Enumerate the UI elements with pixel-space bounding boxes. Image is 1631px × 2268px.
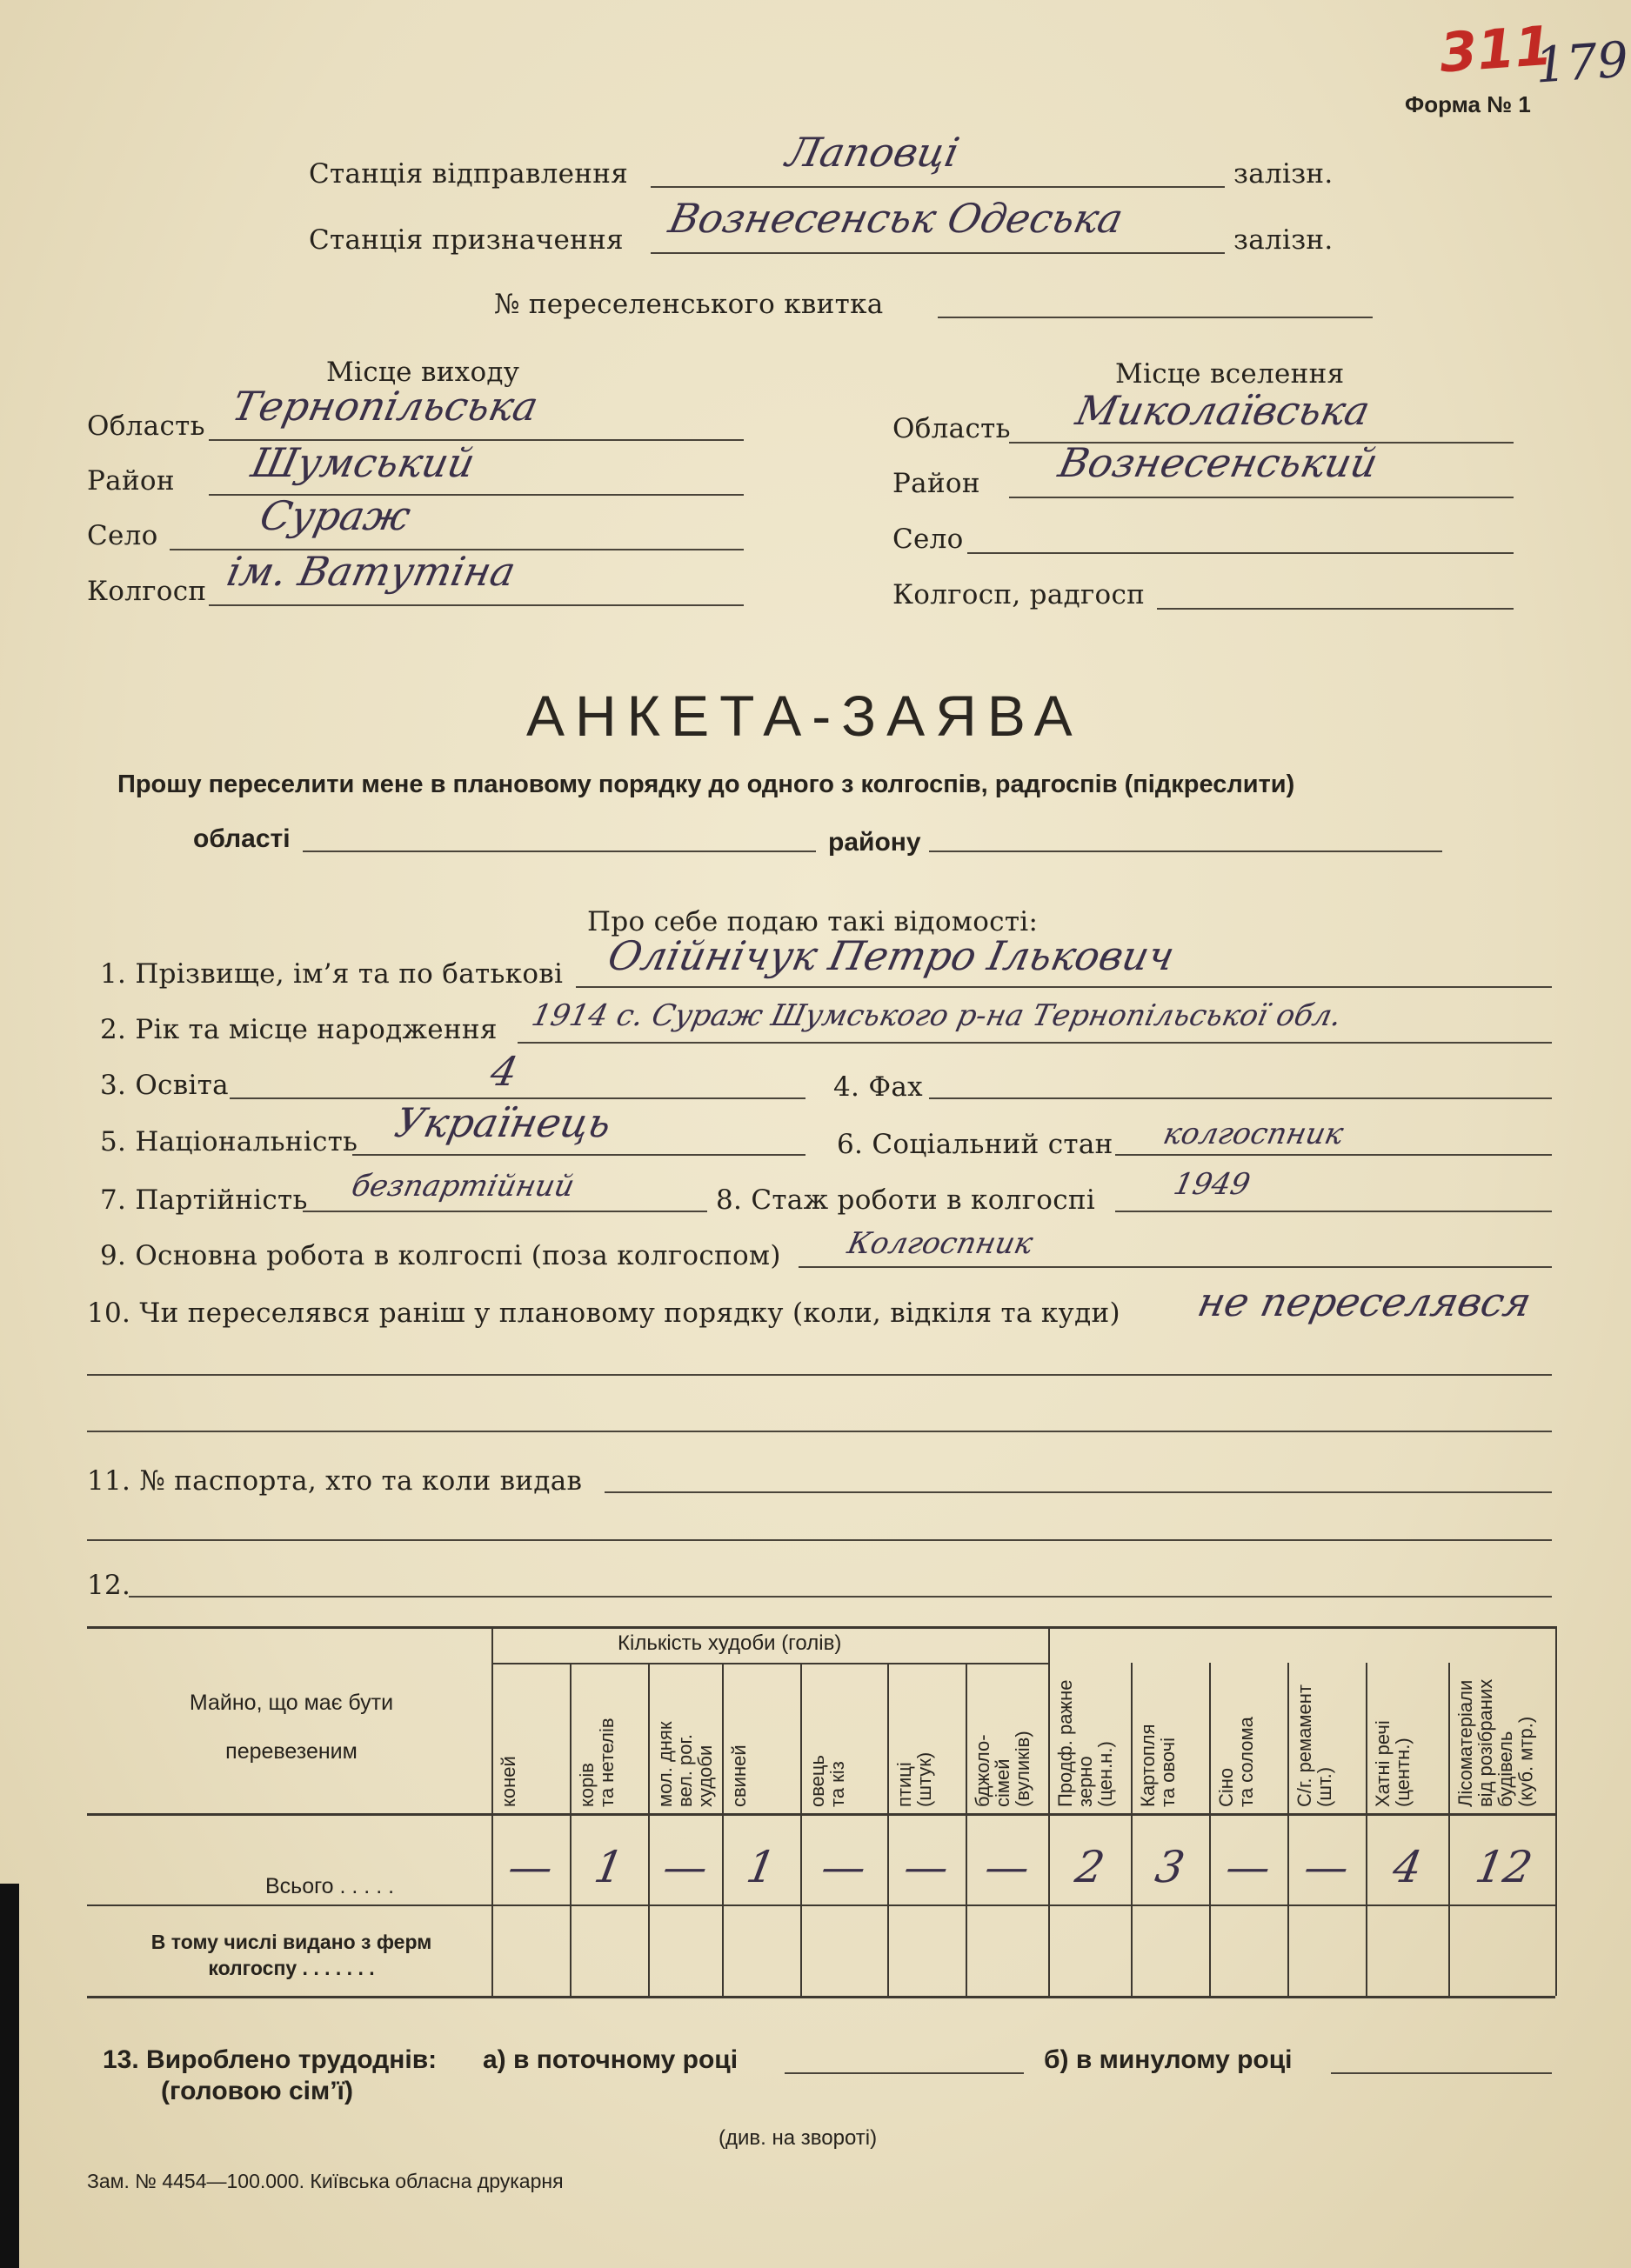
table-total-value: —: [980, 1842, 1033, 1892]
table-column-line: [491, 1626, 493, 1996]
origin-kolhosp-value: ім. Ватутіна: [223, 548, 520, 595]
form-label: Форма № 1: [1405, 91, 1531, 117]
table-column-line: [1131, 1663, 1133, 1996]
table-total-value: —: [504, 1842, 558, 1892]
field-12-line: [129, 1596, 1552, 1598]
field-1-value: Олійнічук Петро Ількович: [604, 932, 1179, 979]
destination-kolhosp-line: [1157, 608, 1514, 610]
arrival-line: [651, 252, 1225, 254]
field-6-label: 6. Соціальний стан: [837, 1129, 1113, 1160]
table-column-header: Хатні речі (центн.): [1372, 1720, 1414, 1807]
origin-kolhosp-label: Колгосп: [87, 576, 207, 607]
table-column-line: [1366, 1663, 1367, 1996]
table-column-line: [1209, 1663, 1211, 1996]
destination-oblast-value: Миколаївська: [1072, 387, 1374, 434]
departure-line: [651, 186, 1225, 188]
destination-raion-value: Вознесенський: [1054, 439, 1382, 486]
field-12-label: 12.: [87, 1570, 131, 1601]
field-4-label: 4. Фах: [833, 1071, 923, 1103]
table-top-border: [87, 1626, 1555, 1629]
field-1-label: 1. Прізвище, ім’я та по батькові: [100, 958, 564, 990]
table-row-border-1: [87, 1904, 1555, 1906]
origin-selo-value: Сураж: [256, 492, 415, 539]
workdays-current-label: а) в поточному році: [483, 2045, 739, 2074]
workdays-previous-label: б) в минулому році: [1044, 2045, 1293, 2074]
field-7-value: безпартійний: [348, 1169, 578, 1204]
field-11-line-2: [87, 1539, 1552, 1541]
form-title: АНКЕТА-ЗАЯВА: [526, 684, 1083, 748]
table-column-line: [800, 1663, 802, 1996]
field-6-line: [1115, 1154, 1552, 1156]
table-total-value: 2: [1071, 1842, 1108, 1892]
table-column-header: свиней: [728, 1744, 750, 1807]
field-9-line: [799, 1266, 1552, 1268]
footer-note: (див. на звороті): [719, 2126, 878, 2150]
printer-info: Зам. № 4454—100.000. Київська обласна друкарня: [87, 2170, 564, 2192]
field-3-value: 4: [486, 1048, 523, 1095]
field-4-line: [929, 1097, 1552, 1099]
field-10-line-2: [87, 1374, 1552, 1376]
scan-edge: [0, 1884, 19, 2268]
table-column-line: [1287, 1663, 1289, 1996]
origin-selo-label: Село: [87, 520, 158, 551]
table-total-value: —: [1221, 1842, 1275, 1892]
destination-kolhosp-label: Колгосп, радгосп: [892, 579, 1146, 610]
table-column-header: коней: [498, 1756, 519, 1807]
table-column-header: Продф. ражне зерно (цен.н.): [1054, 1679, 1117, 1807]
field-10-label: 10. Чи переселявся раніш у плановому порядку (коли, відкіля та куди): [87, 1297, 1120, 1329]
field-9-label: 9. Основна робота в колгоспі (поза колгоспом): [100, 1240, 781, 1271]
table-row-header: Майно, що має бути перевезеним: [189, 1691, 394, 1764]
farm-row-label: В тому числі видано з ферм колгоспу . . . . . . .: [150, 1931, 432, 1979]
origin-oblast-label: Область: [87, 410, 205, 442]
table-column-header: С/г. ремамент (шт.): [1293, 1684, 1336, 1807]
origin-kolhosp-line: [209, 604, 744, 606]
workdays-current-line: [785, 2072, 1024, 2074]
field-8-line: [1115, 1211, 1552, 1212]
destination-oblast-label: Область: [892, 413, 1011, 444]
departure-value: Лаповці: [782, 129, 964, 176]
destination-heading: Місце вселення: [1115, 358, 1345, 390]
raionu-line: [929, 850, 1442, 852]
field-10-line-3: [87, 1431, 1552, 1432]
table-total-value: 1: [590, 1842, 628, 1892]
livestock-group-header: Кількість худоби (голів): [618, 1631, 842, 1655]
table-total-value: 12: [1471, 1842, 1536, 1892]
table-column-header: Сіно та солома: [1215, 1717, 1258, 1807]
rail-suffix-2: залізн.: [1233, 224, 1334, 256]
origin-heading: Місце виходу: [326, 357, 520, 388]
table-header-border: [87, 1813, 1555, 1816]
table-column-line: [1448, 1663, 1450, 1996]
field-2-line: [518, 1042, 1552, 1044]
table-column-header: бджоло- сімей (вуликів): [972, 1731, 1034, 1807]
request-text: Прошу переселити мене в плановому порядку до одного з колгоспів, радгоспів (підкреслити): [117, 770, 1295, 798]
origin-raion-label: Район: [87, 465, 175, 497]
table-column-line: [887, 1663, 889, 1996]
arrival-label: Станція призначення: [309, 224, 624, 256]
table-column-header: мол. дняк вел. рог. худоби: [654, 1721, 717, 1807]
table-column-header: овець та кіз: [806, 1755, 849, 1807]
field-7-label: 7. Партійність: [100, 1184, 308, 1216]
table-column-line: [570, 1663, 572, 1996]
field-2-label: 2. Рік та місце народження: [100, 1014, 498, 1045]
ticket-label: № переселенського квитка: [494, 289, 884, 320]
archive-red-number: 311: [1437, 13, 1554, 85]
destination-selo-label: Село: [892, 524, 964, 555]
field-11-label: 11. № паспорта, хто та коли видав: [87, 1465, 583, 1497]
ticket-line: [938, 317, 1373, 318]
origin-raion-value: Шумський: [247, 439, 479, 486]
field-1-line: [576, 986, 1552, 988]
destination-raion-label: Район: [892, 468, 980, 499]
table-column-line: [966, 1663, 967, 1996]
table-column-line: [1555, 1626, 1557, 1996]
field-8-label: 8. Стаж роботи в колгоспі: [716, 1184, 1096, 1216]
field-7-line: [303, 1211, 707, 1212]
rail-suffix-1: залізн.: [1233, 158, 1334, 190]
field-11-line: [605, 1491, 1552, 1493]
table-total-value: 3: [1151, 1842, 1189, 1892]
departure-label: Станція відправлення: [309, 158, 629, 190]
origin-oblast-value: Тернопільська: [228, 383, 543, 430]
table-group-border: [491, 1663, 1048, 1664]
field-3-label: 3. Освіта: [100, 1070, 229, 1101]
field-2-value: 1914 с. Сураж Шумського р-на Тернопільської обл.: [528, 998, 1345, 1033]
table-total-value: —: [899, 1842, 953, 1892]
table-bottom-border: [87, 1996, 1555, 1998]
destination-selo-line: [967, 552, 1514, 554]
table-total-value: —: [817, 1842, 871, 1892]
raionu-label: району: [828, 828, 921, 857]
oblasti-line: [303, 850, 816, 852]
field-9-value: Колгоспник: [844, 1226, 1036, 1261]
table-total-value: 4: [1388, 1842, 1426, 1892]
table-column-line: [1048, 1626, 1050, 1996]
field-6-value: колгоспник: [1160, 1117, 1347, 1151]
workdays-previous-line: [1331, 2072, 1552, 2074]
arrival-value: Вознесенськ Одеська: [665, 195, 1127, 242]
workdays-label: 13. Вироблено трудоднів:: [103, 2045, 438, 2074]
field-5-line: [352, 1154, 805, 1156]
field-8-value: 1949: [1170, 1167, 1253, 1202]
field-10-value: не переселявся: [1193, 1278, 1536, 1325]
table-column-header: птиці (штук): [893, 1751, 936, 1807]
info-heading: Про себе подаю такі відомості:: [587, 906, 1039, 937]
table-total-value: 1: [742, 1842, 780, 1892]
table-total-value: —: [1300, 1842, 1354, 1892]
table-column-line: [722, 1663, 724, 1996]
table-total-value: —: [658, 1842, 712, 1892]
table-column-header: корів та нетелів: [576, 1718, 618, 1807]
field-5-label: 5. Національність: [100, 1126, 358, 1157]
table-column-line: [648, 1663, 650, 1996]
workdays-sub-label: (головою сім’ї): [161, 2077, 353, 2105]
table-column-header: Картопля та овочі: [1137, 1724, 1180, 1807]
table-column-header: Лісоматеріали від розібраних будівель (куб. мтр.): [1454, 1678, 1537, 1807]
destination-raion-line: [1009, 497, 1514, 498]
oblasti-label: області: [193, 824, 291, 853]
field-5-value: Українець: [391, 1099, 616, 1146]
archive-sheet-number: 179: [1533, 31, 1631, 95]
total-row-label: Всього . . . . .: [265, 1874, 395, 1898]
